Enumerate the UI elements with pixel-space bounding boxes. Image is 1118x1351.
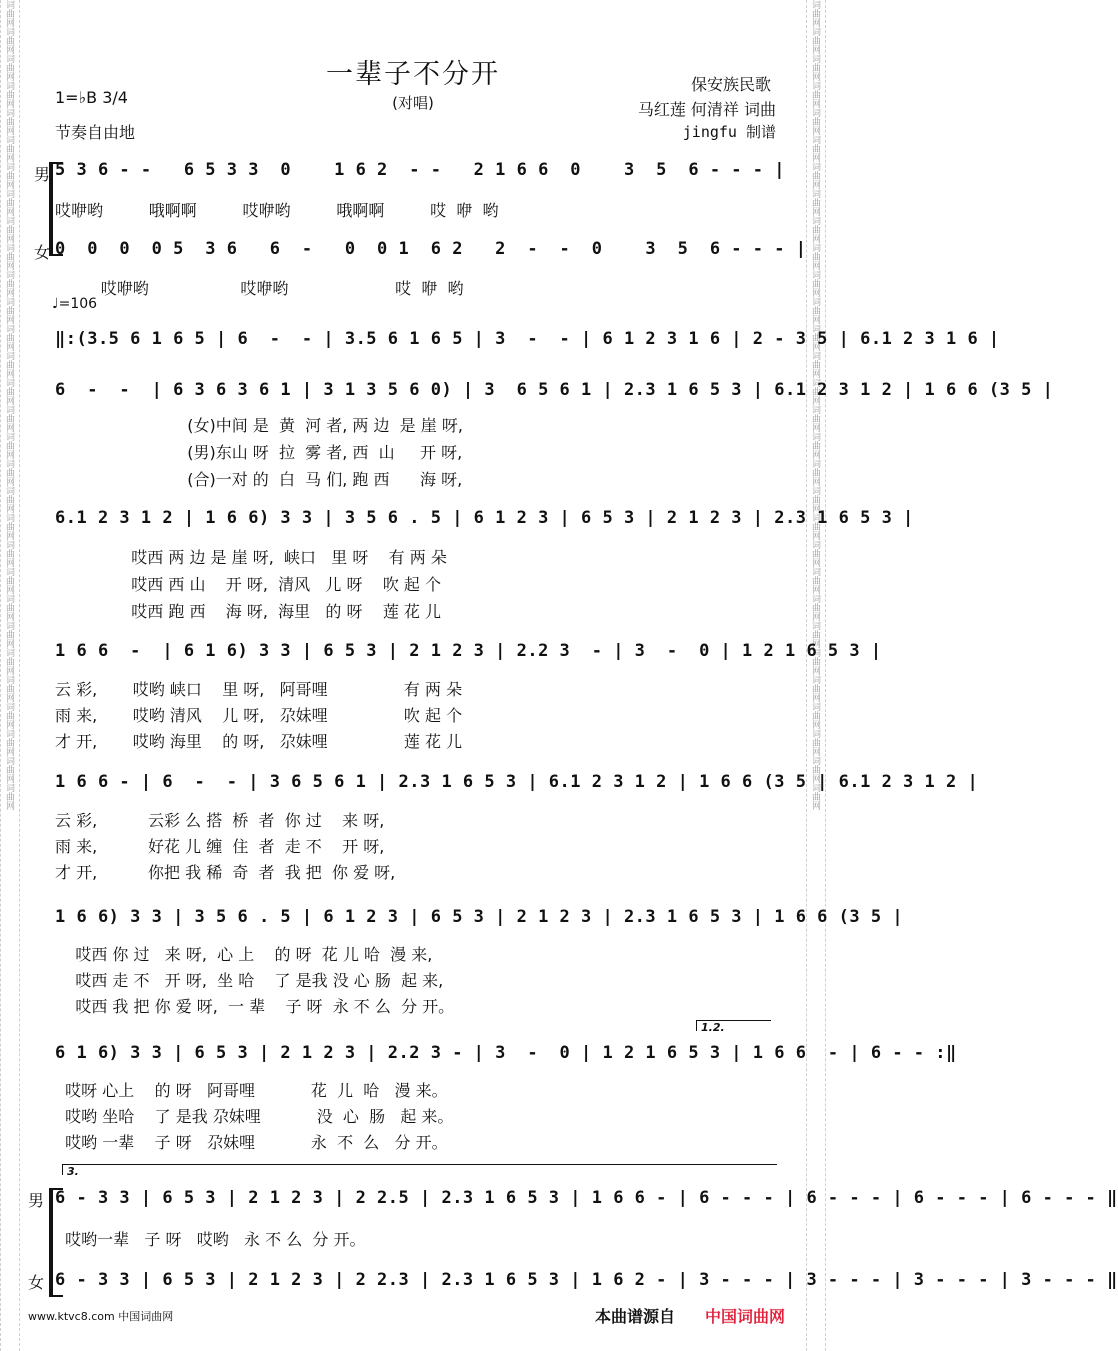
lyrics-line-5-verse-1: 云 彩, 云彩 么 搭 桥 者 你 过 来 呀,: [55, 811, 385, 830]
right-watermark-strip: [806, 0, 826, 1351]
score-line-4: 1 6 6 - | 6 1 6) 3 3 | 6 5 3 | 2 1 2 3 | 2.2 3 - | 3 - 0 | 1 2 1 6 5 3 |: [55, 641, 882, 661]
score-line-intro-male: 5 3 6 - - 6 5 3 3 0 1 6 2 - - 2 1 6 6 0 3 5 6 - - - |: [55, 160, 785, 180]
song-subtitle: (对唱): [392, 94, 434, 112]
voice-label-female: 女: [34, 243, 51, 262]
lyrics-line-4-verse-2: 雨 来, 哎哟 清风 儿 呀, 尕妹哩 吹 起 个: [55, 706, 463, 725]
footer-source-brand: 中国词曲网: [705, 1307, 786, 1326]
volta-bracket-third: 3.: [62, 1164, 777, 1175]
volta-bracket-first: 1.2.: [696, 1020, 771, 1031]
song-title: 一辈子不分开: [326, 59, 500, 90]
lyrics-line-2-verse-2: (男)东山 呀 拉 雾 者, 西 山 开 呀,: [55, 443, 463, 462]
metronome-mark: ♩=106: [52, 296, 98, 312]
lyrics-line-6-verse-2: 哎西 走 不 开 呀, 坐 哈 了 是我 没 心 肠 起 来,: [55, 971, 444, 990]
left-watermark-strip: [0, 0, 20, 1351]
lyrics-line-6-verse-1: 哎西 你 过 来 呀, 心 上 的 呀 花 儿 哈 漫 来,: [55, 945, 433, 964]
tempo-marking: 节奏自由地: [55, 123, 136, 142]
lyrics-line-3-verse-1: 哎西 两 边 是 崖 呀, 峡口 里 呀 有 两 朵: [55, 548, 447, 567]
lyrics-line-7-verse-2: 哎哟 坐哈 了 是我 尕妹哩 没 心 肠 起 来。: [55, 1107, 454, 1126]
score-line-6: 1 6 6) 3 3 | 3 5 6 . 5 | 6 1 2 3 | 6 5 3 | 2 1 2 3 | 2.3 1 6 5 3 | 1 6 6 (3 5 |: [55, 907, 904, 927]
voice-label-male-coda: 男: [28, 1191, 45, 1210]
score-line-intro-female: 0 0 0 0 5 3 6 6 - 0 0 1 6 2 2 - - 0 3 5 6 - - - |: [55, 239, 807, 259]
score-line-7: 6 1 6) 3 3 | 6 5 3 | 2 1 2 3 | 2.2 3 - | 3 - 0 | 1 2 1 6 5 3 | 1 6 6 - | 6 - - :‖: [55, 1043, 957, 1063]
lyrics-intro-female: 哎咿哟 哎咿哟 哎 咿 哟: [55, 279, 464, 298]
score-line-2: 6 - - | 6 3 6 3 6 1 | 3 1 3 5 6 0) | 3 6 5 6 1 | 2.3 1 6 5 3 | 6.1 2 3 1 2 | 1 6 6 (3 5 |: [55, 380, 1054, 400]
lyrics-coda-male: 哎哟一辈 子 呀 哎哟 永 不 么 分 开。: [55, 1230, 366, 1249]
footer-site: www.ktvc8.com 中国词曲网: [28, 1310, 174, 1323]
lyrics-line-6-verse-3: 哎西 我 把 你 爱 呀, 一 辈 子 呀 永 不 么 分 开。: [55, 997, 455, 1016]
lyrics-line-5-verse-3: 才 开, 你把 我 稀 奇 者 我 把 你 爱 呀,: [55, 863, 396, 882]
lyrics-line-7-verse-1: 哎呀 心上 的 呀 阿哥哩 花 儿 哈 漫 来。: [55, 1081, 448, 1100]
score-line-3: 6.1 2 3 1 2 | 1 6 6) 3 3 | 3 5 6 . 5 | 6 1 2 3 | 6 5 3 | 2 1 2 3 | 2.3 1 6 5 3 |: [55, 508, 914, 528]
song-credits: 马红莲 何清祥 词曲: [637, 100, 776, 119]
lyrics-line-3-verse-2: 哎西 西 山 开 呀, 清风 儿 呀 吹 起 个: [55, 575, 442, 594]
lyrics-line-2-verse-3: (合)一对 的 白 马 们, 跑 西 海 呀,: [55, 470, 463, 489]
song-origin: 保安族民歌: [690, 75, 771, 94]
side-watermark: 词曲网词曲网词曲网词曲网词曲网词曲网词曲网词曲网词曲网词曲网词曲网词曲网词曲网词曲网词曲网词曲网词曲网词曲网词曲网词曲网词曲网词曲网词曲网词曲网词曲网词曲网词曲网词曲网词曲网词曲网: [4, 0, 14, 810]
key-signature: 1=♭B 3/4: [55, 88, 128, 107]
side-watermark: 词曲网词曲网词曲网词曲网词曲网词曲网词曲网词曲网词曲网词曲网词曲网词曲网词曲网词曲网词曲网词曲网词曲网词曲网词曲网词曲网词曲网词曲网词曲网词曲网词曲网词曲网词曲网词曲网词曲网词曲网: [810, 0, 820, 810]
lyrics-line-5-verse-2: 雨 来, 好花 儿 缠 住 者 走 不 开 呀,: [55, 837, 385, 856]
footer-source-label: 本曲谱源自: [595, 1307, 676, 1326]
score-line-1: ‖:(3.5 6 1 6 5 | 6 - - | 3.5 6 1 6 5 | 3 - - | 6 1 2 3 1 6 | 2 - 3 5 | 6.1 2 3 1 6 |: [55, 329, 1000, 349]
score-line-coda-male: 6 - 3 3 | 6 5 3 | 2 1 2 3 | 2 2.5 | 2.3 1 6 5 3 | 1 6 6 - | 6 - - - | 6 - - - | 6 - - - | 6 - - - ‖: [55, 1188, 1118, 1208]
lyrics-line-2-verse-1: (女)中间 是 黄 河 者, 两 边 是 崖 呀,: [55, 416, 463, 435]
lyrics-line-3-verse-3: 哎西 跑 西 海 呀, 海里 的 呀 莲 花 儿: [55, 602, 442, 621]
score-arranger: jingfu 制谱: [682, 123, 776, 141]
score-line-coda-female: 6 - 3 3 | 6 5 3 | 2 1 2 3 | 2 2.3 | 2.3 1 6 5 3 | 1 6 2 - | 3 - - - | 3 - - - | 3 - - - | 3 - - - ‖: [55, 1270, 1118, 1290]
lyrics-line-4-verse-3: 才 开, 哎哟 海里 的 呀, 尕妹哩 莲 花 儿: [55, 732, 463, 751]
voice-label-male: 男: [34, 165, 51, 184]
lyrics-line-7-verse-3: 哎哟 一辈 子 呀 尕妹哩 永 不 么 分 开。: [55, 1133, 448, 1152]
lyrics-intro-male: 哎咿哟 哦啊啊 哎咿哟 哦啊啊 哎 咿 哟: [55, 201, 499, 220]
score-line-5: 1 6 6 - | 6 - - | 3 6 5 6 1 | 2.3 1 6 5 3 | 6.1 2 3 1 2 | 1 6 6 (3 5 | 6.1 2 3 1 2 |: [55, 772, 979, 792]
voice-label-female-coda: 女: [28, 1273, 45, 1292]
lyrics-line-4-verse-1: 云 彩, 哎哟 峡口 里 呀, 阿哥哩 有 两 朵: [55, 680, 463, 699]
